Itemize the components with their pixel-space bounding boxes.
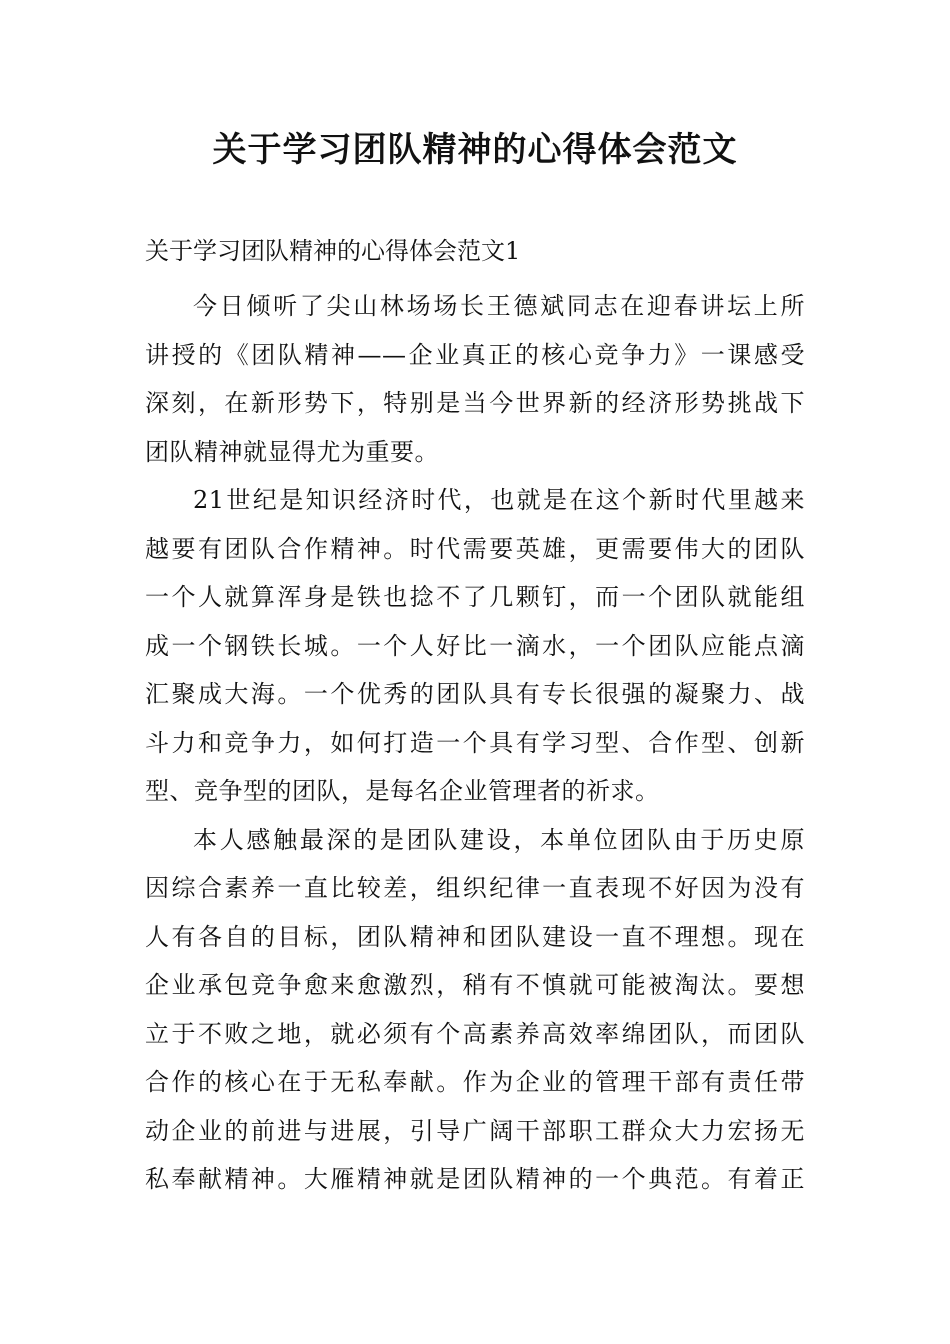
- paragraph-2: [145, 476, 805, 816]
- text-line: 团队精神就显得尤为重要。: [145, 437, 439, 466]
- document-body: [145, 282, 805, 1204]
- text-line: 型、竞争型的团队，是每名企业管理者的祈求。: [145, 777, 660, 805]
- text-line: 企业承包竞争愈来愈激烈，稍有不慎就可能被淘汰。要想: [145, 971, 805, 999]
- text-line: 私奉献精神。大雁精神就是团队精神的一个典范。有着正: [145, 1165, 805, 1193]
- document-title: 关于学习团队精神的心得体会范文: [212, 130, 738, 170]
- text-line: 汇聚成大海。一个优秀的团队具有专长很强的凝聚力、战: [145, 680, 805, 708]
- text-line: 合作的核心在于无私奉献。作为企业的管理干部有责任带: [145, 1068, 805, 1096]
- paragraph-3: [145, 816, 805, 1204]
- text-line: 本人感触最深的是团队建设，本单位团队由于历史原: [193, 825, 805, 854]
- text-line: 21世纪是知识经济时代，也就是在这个新时代里越来: [193, 486, 805, 514]
- text-line: 今日倾听了尖山林场场长王德斌同志在迎春讲坛上所: [193, 292, 805, 320]
- paragraph-1: [145, 282, 805, 476]
- text-line: 深刻，在新形势下，特别是当今世界新的经济形势挑战下: [145, 389, 805, 417]
- text-line: 成一个钢铁长城。一个人好比一滴水，一个团队应能点滴: [145, 631, 805, 660]
- text-line: 立于不败之地，就必须有个高素养高效率绵团队，而团队: [145, 1019, 805, 1048]
- section-heading: 关于学习团队精神的心得体会范文1: [145, 237, 521, 265]
- text-line: 人有各自的目标，团队精神和团队建设一直不理想。现在: [145, 922, 805, 951]
- text-line: 动企业的前进与进展，引导广阔干部职工群众大力宏扬无: [145, 1116, 805, 1145]
- text-line: 越要有团队合作精神。时代需要英雄，更需要伟大的团队: [145, 534, 805, 563]
- text-line: 斗力和竞争力，如何打造一个具有学习型、合作型、创新: [145, 728, 805, 757]
- text-line: 讲授的《团队精神——企业真正的核心竞争力》一课感受: [145, 340, 805, 369]
- text-line: 一个人就算浑身是铁也捻不了几颗钉，而一个团队就能组: [145, 583, 805, 611]
- text-line: 因综合素养一直比较差，组织纪律一直表现不好因为没有: [145, 874, 805, 902]
